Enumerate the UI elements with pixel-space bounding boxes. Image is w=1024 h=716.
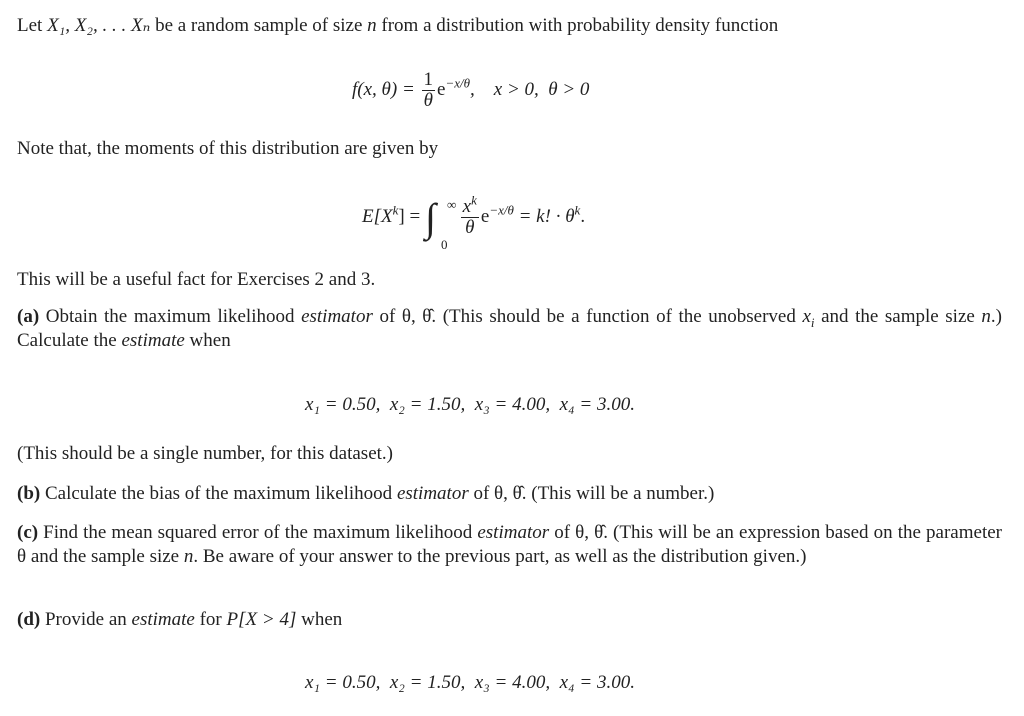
part-a-text-7: .) Calculate the bbox=[17, 306, 1002, 351]
integral-lower: 0 bbox=[440, 236, 448, 252]
part-c-text-3: of θ, θ̂. (This will be an expression based on the parameter θ and the sample size bbox=[17, 522, 1002, 567]
pdf-num: 1 bbox=[423, 69, 434, 90]
part-d-text-3: for bbox=[194, 609, 227, 630]
pdf-exponent: −x/θ bbox=[445, 75, 471, 91]
part-a-text-4: x bbox=[802, 306, 811, 327]
part-a-text-1: Obtain the maximum likelihood bbox=[39, 306, 302, 327]
intro-vars: X₁, X₂, . . . Xₙ bbox=[47, 15, 151, 36]
part-c-text-2: estimator bbox=[477, 522, 550, 543]
part-d-text-4: P[X > 4] bbox=[226, 609, 297, 630]
part-b-text-2: estimator bbox=[396, 483, 469, 504]
part-a-text-2: estimator bbox=[301, 306, 373, 327]
pdf-fraction bbox=[422, 70, 436, 111]
part-a-text-9: when bbox=[184, 330, 231, 351]
pdf-conditions: , x > 0, θ > 0 bbox=[470, 78, 590, 100]
moment-lhs-sup: k bbox=[392, 202, 399, 218]
moment-rhs: = k! · θ bbox=[513, 205, 575, 227]
part-a-label: (a) bbox=[17, 306, 40, 327]
part-d bbox=[17, 608, 1002, 632]
moment-fraction bbox=[461, 192, 479, 238]
part-c-text-5: . Be aware of your answer to the previous part, as well as the distribution given.) bbox=[193, 546, 807, 567]
part-a-text-6: n bbox=[981, 306, 991, 327]
moment-equation bbox=[362, 192, 586, 252]
intro-suffix: from a distribution with probability density function bbox=[376, 15, 779, 36]
pdf-lhs: f(x, θ) = bbox=[352, 78, 415, 100]
intro-mid: be a random sample of size bbox=[150, 15, 368, 36]
intro-prefix: Let bbox=[17, 15, 48, 36]
integral-sign: ∫ ∞ 0 bbox=[425, 195, 436, 240]
part-d-text-2: estimate bbox=[131, 609, 195, 630]
part-d-label: (d) bbox=[17, 609, 41, 630]
integral-upper: ∞ bbox=[446, 196, 457, 212]
moment-num-x: x bbox=[462, 196, 472, 217]
part-a-text-5: and the sample size bbox=[814, 306, 982, 327]
moment-rhs-end: . bbox=[580, 205, 586, 227]
moment-num-sup: k bbox=[471, 192, 477, 208]
pdf-den: θ bbox=[423, 90, 433, 111]
single-number-note: (This should be a single number, for this dataset.) bbox=[17, 443, 393, 464]
useful-line: This will be a useful fact for Exercises 2 and 3. bbox=[17, 269, 376, 290]
note-line: Note that, the moments of this distribution are given by bbox=[17, 138, 439, 159]
intro-n: n bbox=[367, 15, 377, 36]
part-a-sub: i bbox=[810, 314, 815, 330]
moment-exponent: −x/θ bbox=[489, 202, 514, 218]
moment-rhs-sup: k bbox=[574, 202, 581, 218]
moment-exp-base: e bbox=[480, 205, 490, 227]
part-b bbox=[17, 482, 1002, 506]
moment-lhs: E[X bbox=[362, 205, 393, 227]
part-b-text-3: of θ, θ̂. (This will be a number.) bbox=[468, 483, 715, 504]
data-line-2: x₁ = 0.50, x₂ = 1.50, x₃ = 4.00, x₄ = 3.00. bbox=[305, 672, 635, 693]
data-line-1: x₁ = 0.50, x₂ = 1.50, x₃ = 4.00, x₄ = 3.00. bbox=[305, 394, 635, 415]
part-d-text-5: when bbox=[296, 609, 343, 630]
pdf-equation bbox=[352, 70, 589, 111]
intro-line bbox=[17, 14, 778, 38]
part-d-text-1: Provide an bbox=[40, 609, 132, 630]
moment-den: θ bbox=[465, 217, 475, 238]
part-c-text-1: Find the mean squared error of the maximum likelihood bbox=[38, 522, 478, 543]
part-c-text-4: n bbox=[183, 546, 194, 567]
part-b-text-1: Calculate the bias of the maximum likelihood bbox=[40, 483, 397, 504]
part-c-label: (c) bbox=[17, 522, 39, 543]
part-b-label: (b) bbox=[17, 483, 41, 504]
pdf-exp-base: e bbox=[437, 78, 446, 100]
part-a-text-3: of θ, θ̂. (This should be a function of the unobserved bbox=[372, 306, 803, 327]
part-a bbox=[17, 305, 1002, 353]
part-a-text-8: estimate bbox=[121, 330, 185, 351]
moment-lhs-end: ] = bbox=[398, 205, 421, 227]
moment-num bbox=[461, 192, 479, 218]
part-c bbox=[17, 521, 1002, 569]
